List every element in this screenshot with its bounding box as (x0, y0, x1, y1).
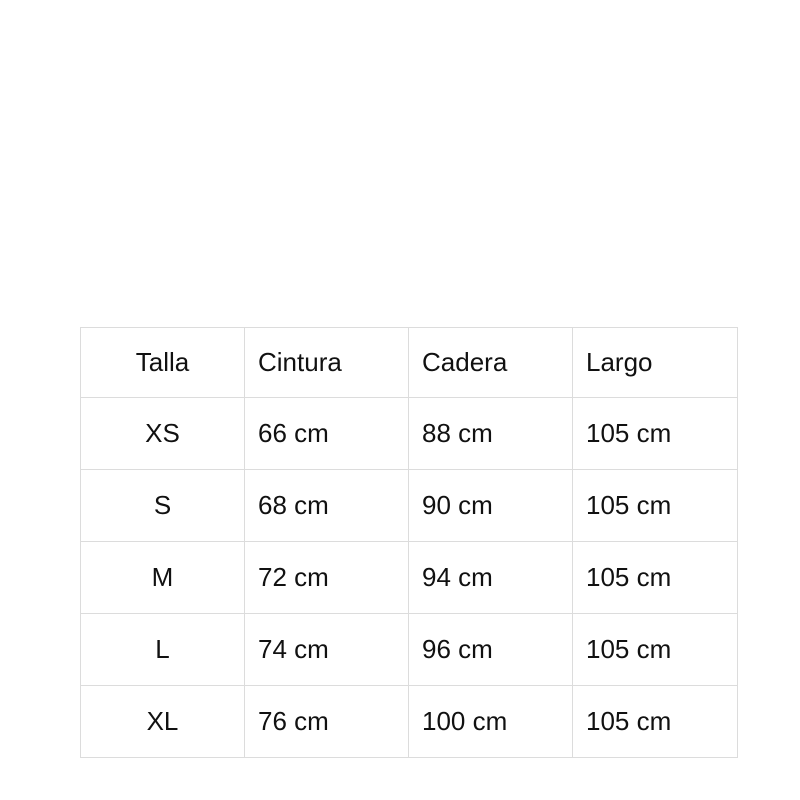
size-cell: S (81, 470, 245, 542)
cintura-cell: 72 cm (245, 542, 409, 614)
largo-cell: 105 cm (573, 470, 738, 542)
largo-cell: 105 cm (573, 398, 738, 470)
cadera-cell: 90 cm (409, 470, 573, 542)
size-cell: M (81, 542, 245, 614)
size-cell: L (81, 614, 245, 686)
size-cell: XS (81, 398, 245, 470)
cadera-cell: 88 cm (409, 398, 573, 470)
cintura-cell: 68 cm (245, 470, 409, 542)
table-row (81, 542, 738, 614)
table-header-row (81, 328, 738, 398)
header-talla: Talla (81, 328, 245, 398)
header-cintura: Cintura (245, 328, 409, 398)
cadera-cell: 94 cm (409, 542, 573, 614)
size-cell: XL (81, 686, 245, 758)
cadera-cell: 100 cm (409, 686, 573, 758)
table-row (81, 686, 738, 758)
header-largo: Largo (573, 328, 738, 398)
table-row (81, 470, 738, 542)
largo-cell: 105 cm (573, 614, 738, 686)
header-cadera: Cadera (409, 328, 573, 398)
cintura-cell: 74 cm (245, 614, 409, 686)
cintura-cell: 66 cm (245, 398, 409, 470)
table-row (81, 398, 738, 470)
largo-cell: 105 cm (573, 542, 738, 614)
largo-cell: 105 cm (573, 686, 738, 758)
cadera-cell: 96 cm (409, 614, 573, 686)
cintura-cell: 76 cm (245, 686, 409, 758)
table-row (81, 614, 738, 686)
size-chart-table (80, 327, 738, 758)
